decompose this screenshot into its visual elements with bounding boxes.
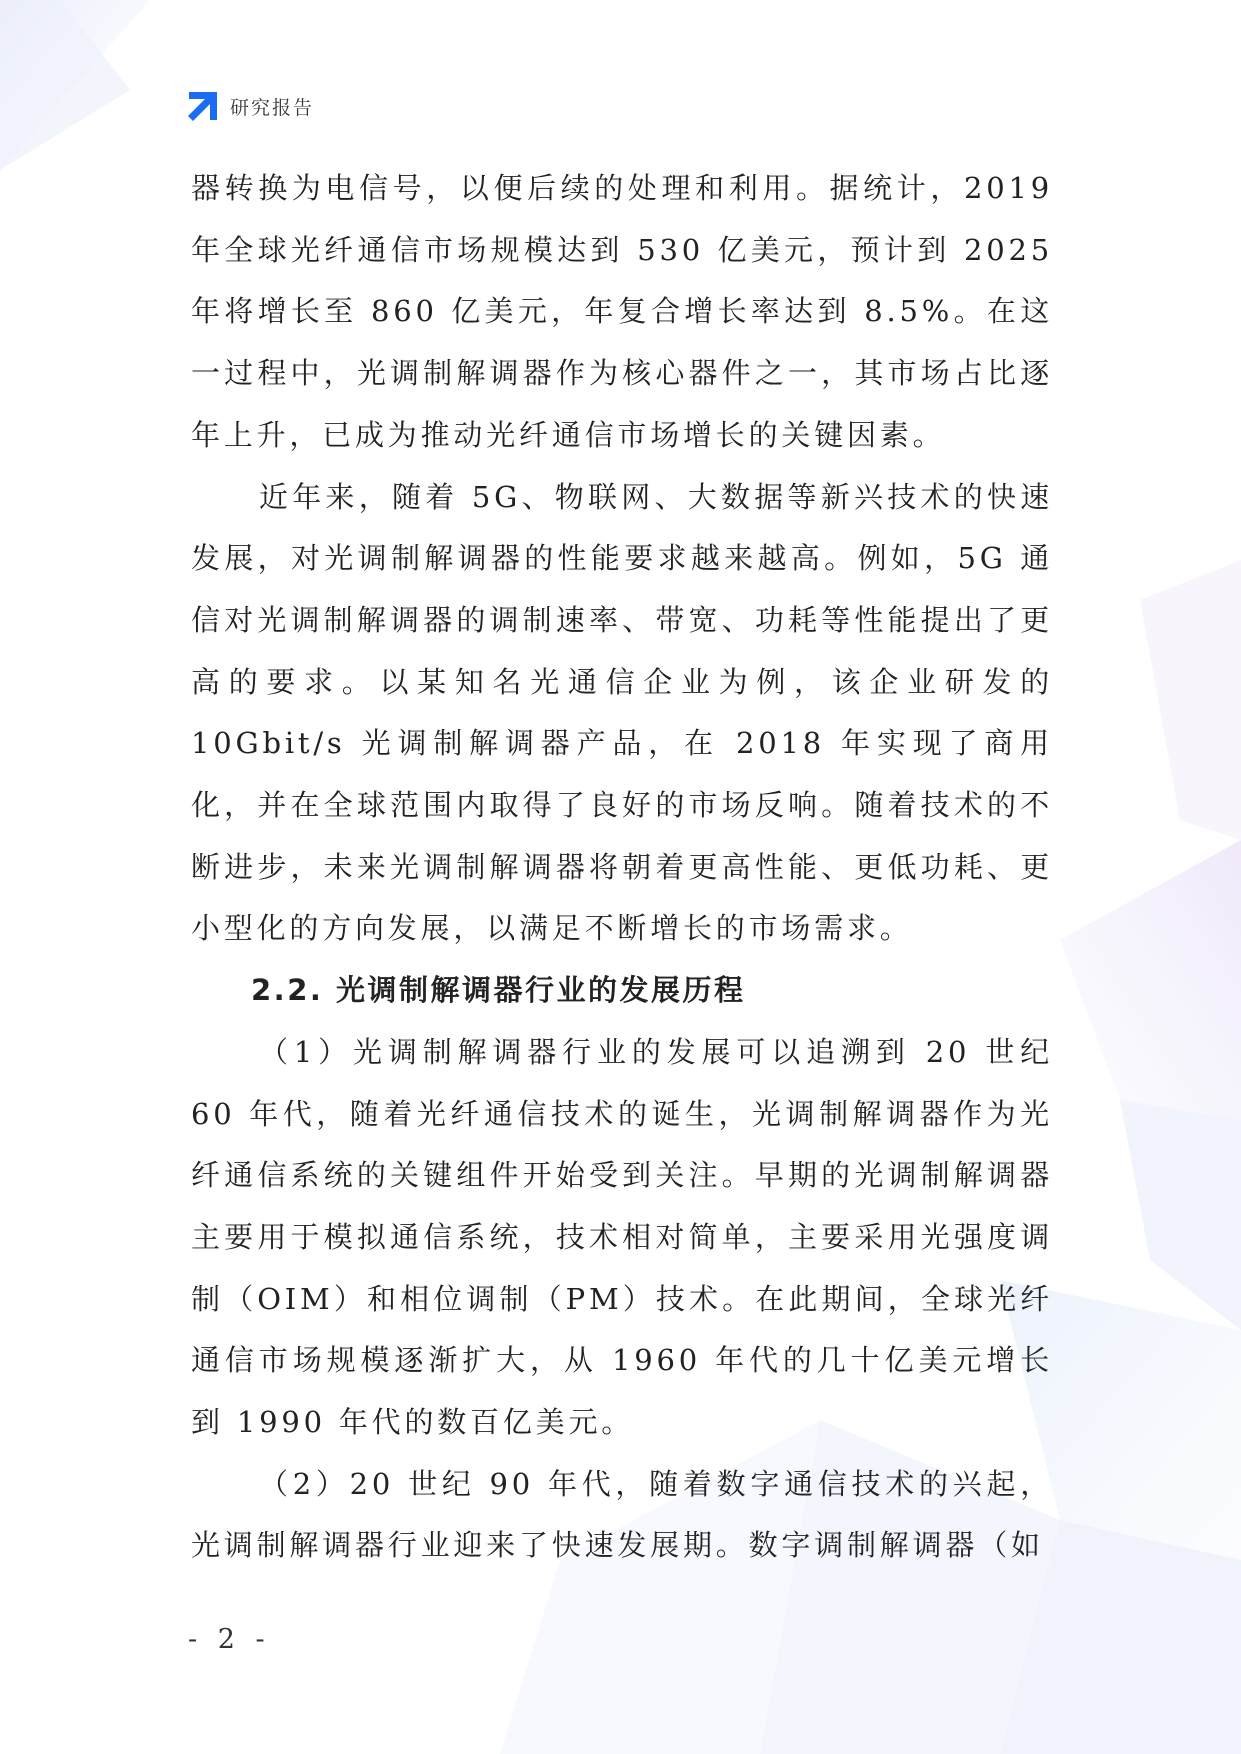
report-header — [186, 88, 314, 124]
arrow-up-right-icon — [186, 89, 220, 123]
paragraph-history-2: （2）20 世纪 90 年代，随着数字通信技术的兴起，光调制解调器行业迎来了快速发展期。数字调制解调器（如 — [191, 1466, 1053, 1563]
page-number: - 2 - — [188, 1624, 271, 1655]
paragraph-market-size: 器转换为电信号，以便后续的处理和利用。据统计，2019 年全球光纤通信市场规模达到 530 亿美元，预计到 2025 年将增长至 860 亿美元，年复合增长率达到 8.5%。在这一过程中，光调制解调器作为核心器件之一，其市场占比逐年上升，已成为推动光纤通信市场增长的关键因素。 — [191, 171, 1053, 452]
header-title: 研究报告 — [230, 96, 315, 119]
paragraph-recent-development: 近年来，随着 5G、物联网、大数据等新兴技术的快速发展，对光调制解调器的性能要求越来越高。例如，5G 通信对光调制解调器的调制速率、带宽、功耗等性能提出了更高的要求。以某知名光通信企业为例，该企业研发的 10Gbit/s 光调制解调器产品，在 2018 年实现了商用化，并在全球范围内取得了良好的市场反响。随着技术的不断进步，未来光调制解调器将朝着更高性能、更低功耗、更小型化的方向发展，以满足不断增长的市场需求。 — [191, 479, 1053, 946]
section-heading: 2.2. 光调制解调器行业的发展历程 — [251, 973, 746, 1008]
document-body — [191, 158, 1053, 1577]
paragraph-history-1: （1）光调制解调器行业的发展可以追溯到 20 世纪 60 年代，随着光纤通信技术的诞生，光调制解调器作为光纤通信系统的关键组件开始受到关注。早期的光调制解调器主要用于模拟通信系统，技术相对简单，主要采用光强度调制（OIM）和相位调制（PM）技术。在此期间，全球光纤通信市场规模逐渐扩大，从 1960 年代的几十亿美元增长到 1990 年代的数百亿美元。 — [191, 1034, 1053, 1440]
